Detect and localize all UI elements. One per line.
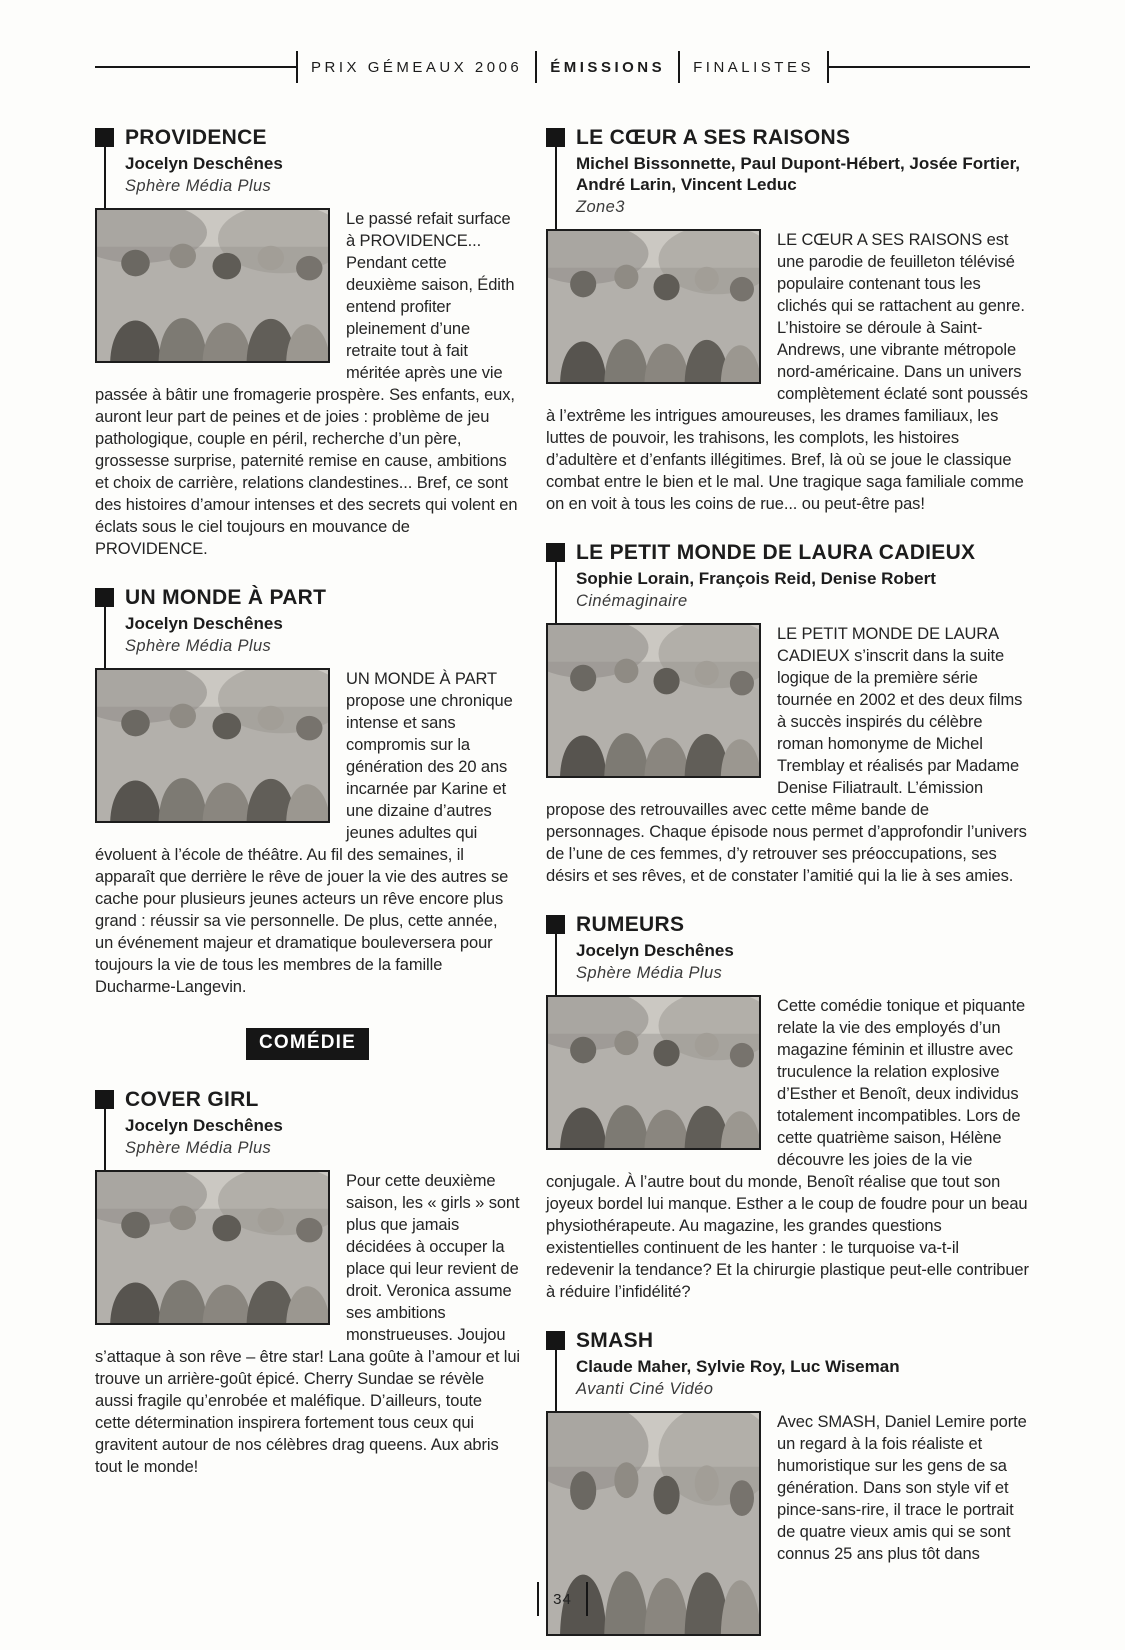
content-columns <box>95 126 1030 1650</box>
connector-line <box>555 562 557 623</box>
entry-head <box>546 1329 1030 1399</box>
entry-photo <box>546 623 761 778</box>
entry-body <box>546 1411 1030 1565</box>
entry-head <box>95 1088 520 1158</box>
entry-company: Zone3 <box>576 198 625 216</box>
connector-line <box>555 934 557 995</box>
bullet-square-icon <box>546 543 565 562</box>
connector-line <box>104 147 106 208</box>
bullet-square-icon <box>95 1090 114 1109</box>
bullet-square-icon <box>95 588 114 607</box>
entry-description: LE PETIT MONDE DE LAURA CADIEUX s’inscrit dans la suite logique de la première série tournée en 2002 et des deux films à succès inspirés du célèbre roman homonyme de Michel Tremblay et réalisés par Madame Denise Filiatrault. L’émission propose des retrouvailles avec cette même bande de personnages. Chaque épisode nous permet d’approfondir l’univers de l’une de ces femmes, d’y retrouver ses préoccupations, ses désirs et ses rêves, et de constater l’amitié qui la lie à ses amies. <box>546 625 1027 885</box>
entry-producers: Jocelyn Deschênes <box>125 614 283 633</box>
entry-description: LE CŒUR A SES RAISONS est une parodie de feuilleton télévisé populaire contenant tous les clichés qui se rattachent au genre. L’histoire se déroule à Saint-Andrews, une vibrante métropole nord-américaine. Dans un univers complètement éclaté sont poussés à l’extrême les intrigues amoureuses, les drames familiaux, les luttes de pouvoir, les trahisons, les complots, les histoires d’adultère et d’enfants illégitimes. Bref, là où se joue le classique combat entre le bien et le mal. Une tragique saga familiale comme on en voit à tous les coins de rue... ou peut-être pas! <box>546 231 1028 513</box>
entry-photo <box>95 1170 330 1325</box>
entry-photo <box>95 668 330 823</box>
entry-title: PROVIDENCE <box>125 126 267 149</box>
entry-body <box>546 995 1030 1303</box>
entry-company: Sphère Média Plus <box>125 1139 272 1157</box>
entry-title: LE CŒUR A SES RAISONS <box>576 126 851 149</box>
entry-company: Sphère Média Plus <box>576 964 723 982</box>
entry-marker <box>546 126 565 217</box>
connector-line <box>104 1109 106 1170</box>
entry-head <box>95 126 520 196</box>
entry-title: RUMEURS <box>576 913 685 936</box>
entry-description: Pour cette deuxième saison, les « girls » sont plus que jamais décidées à occuper la place qui leur revient de droit. Veronica assume ses ambitions monstrueuses. Joujou s’attaque à son rêve – être star! Lana goûte à l’amour et lui trouve un arrière-goût épicé. Cherry Sundae se révèle aussi fragile qu’enrobée et maléfique. D’ailleurs, toute cette détermination inspirera fortement tous ceux qui gravitent autour de nos célèbres drag queens. Aux abris tout le monde! <box>95 1172 520 1476</box>
entry-providence <box>95 126 520 560</box>
entry-head <box>95 586 520 656</box>
page-header <box>95 50 1030 84</box>
section-badge-comedie: COMÉDIE <box>246 1028 369 1060</box>
entry-body <box>95 1170 520 1478</box>
entry-description: Avec SMASH, Daniel Lemire porte un regard à la fois réaliste et humoristique sur les gens de sa génération. Dans son style vif et pince-sans-rire, il trace le portrait de quatre vieux amis qui se sont connus 25 ans plus tôt dans <box>777 1413 1027 1563</box>
entry-producers: Jocelyn Deschênes <box>125 1116 283 1135</box>
entry-photo <box>546 995 761 1150</box>
right-column <box>546 126 1030 1650</box>
entry-marker <box>546 1329 565 1399</box>
entry-head <box>546 913 1030 983</box>
bullet-square-icon <box>546 915 565 934</box>
connector-line <box>555 147 557 229</box>
bullet-square-icon <box>95 128 114 147</box>
entry-photo <box>546 229 761 384</box>
entry-marker <box>546 541 565 611</box>
entry-le-coeur-a-ses-raisons <box>546 126 1030 515</box>
entry-body <box>95 208 520 560</box>
footer-divider <box>586 1582 588 1616</box>
entry-producers: Sophie Lorain, François Reid, Denise Robert <box>576 569 936 588</box>
entry-description: Cette comédie tonique et piquante relate la vie des employés d’un magazine féminin et illustre avec truculence la relation explosive d’Esther et Benoît, deux individus totalement incompatibles. Lors de cette quatrième saison, Hélène découvre les joies de la vie conjugale. À l’autre bout du monde, Benoît réalise que tout son joyeux bordel lui manque. Esther a le coup de foudre pour un beau physiothérapeute. Au magazine, les grandes questions existentielles continuent de les hanter : le turquoise va-t-il redevenir la tendance? Et la chirurgie plastique peut-elle contribuer à réduire l’infidélité? <box>546 997 1029 1301</box>
entry-un-monde-a-part <box>95 586 520 998</box>
bullet-square-icon <box>546 1331 565 1350</box>
header-brand: PRIX GÉMEAUX 2006 <box>311 58 523 76</box>
entry-photo <box>95 208 330 363</box>
header-page-type: FINALISTES <box>693 58 814 76</box>
entry-producers: Claude Maher, Sylvie Roy, Luc Wiseman <box>576 1357 900 1376</box>
entry-title: COVER GIRL <box>125 1088 259 1111</box>
connector-line <box>555 1350 557 1411</box>
entry-head <box>546 541 1030 611</box>
footer-divider <box>537 1582 539 1616</box>
entry-title: SMASH <box>576 1329 654 1352</box>
entry-laura-cadieux <box>546 541 1030 887</box>
entry-rumeurs <box>546 913 1030 1303</box>
entry-producers: Jocelyn Deschênes <box>125 154 283 173</box>
entry-company: Sphère Média Plus <box>125 637 272 655</box>
entry-body <box>546 623 1030 887</box>
entry-company: Avanti Ciné Vidéo <box>576 1380 714 1398</box>
entry-description: Le passé refait surface à PROVIDENCE... Pendant cette deuxième saison, Édith entend profiter pleinement d’une retraite tout à fait méritée après une vie passée à bâtir une fromagerie prospère. Ses enfants, eux, auront leur part de peines et de joies : problème de jeu pathologique, couple en péril, recherche d’un père, grossesse surprise, paternité remise en cause, ambitions et choix de carrière, relations clandestines... Bref, ce sont des histoires d’amour intenses et des secrets qui volent en éclats sous le ciel toujours en mouvance de PROVIDENCE. <box>95 210 518 558</box>
entry-body <box>546 229 1030 515</box>
page-number: 34 <box>553 1590 572 1608</box>
connector-line <box>104 607 106 668</box>
header-rule-right <box>829 66 1030 68</box>
entry-producers: Jocelyn Deschênes <box>576 941 734 960</box>
entry-marker <box>95 586 114 656</box>
header-rule-left <box>95 66 296 68</box>
page-footer <box>0 1582 1125 1616</box>
entry-description: UN MONDE À PART propose une chronique intense et sans compromis sur la génération des 20 ans incarnée par Karine et une dizaine d’autres jeunes adultes qui évoluent à l’école de théâtre. Au fil des semaines, il apparaît que derrière le rêve de jouer la vie des autres se cache pour plusieurs jeunes acteurs un rêve encore plus grand : réussir sa vie personnelle. De plus, cette année, un événement majeur et dramatique bouleversera pour toujours la vie de tous les membres de la famille Ducharme-Langevin. <box>95 670 513 996</box>
header-section: ÉMISSIONS <box>550 58 666 76</box>
entry-company: Sphère Média Plus <box>125 177 272 195</box>
entry-company: Cinémaginaire <box>576 592 688 610</box>
entry-title: LE PETIT MONDE DE LAURA CADIEUX <box>576 541 976 564</box>
entry-marker <box>546 913 565 983</box>
bullet-square-icon <box>546 128 565 147</box>
entry-head <box>546 126 1030 217</box>
entry-producers: Michel Bissonnette, Paul Dupont-Hébert, Josée Fortier, André Larin, Vincent Leduc <box>576 154 1020 194</box>
entry-cover-girl <box>95 1088 520 1478</box>
entry-body <box>95 668 520 998</box>
entry-marker <box>95 1088 114 1158</box>
entry-marker <box>95 126 114 196</box>
entry-title: UN MONDE À PART <box>125 586 327 609</box>
left-column <box>95 126 520 1650</box>
